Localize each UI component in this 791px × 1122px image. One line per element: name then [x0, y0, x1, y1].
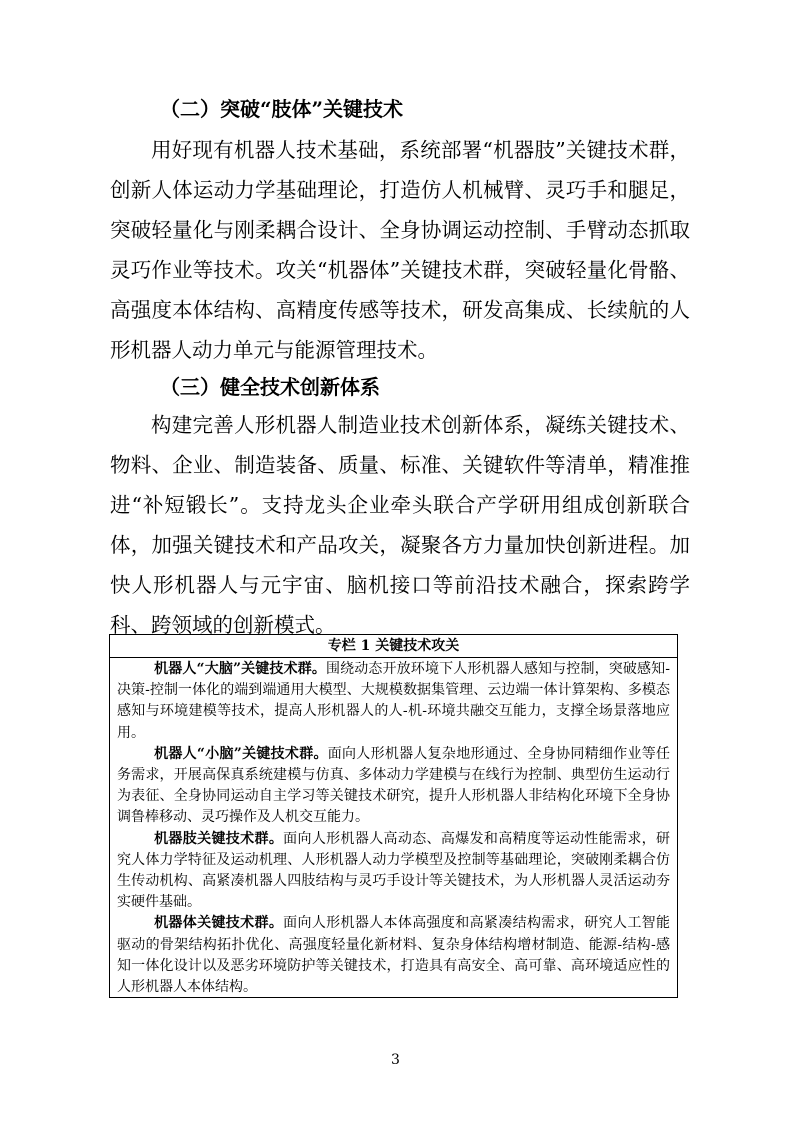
page-number: 3 [391, 1052, 400, 1068]
box-item-brain [117, 659, 670, 744]
section-paragraph-limbs: 用好现有机器人技术基础，系统部署“机器肢”关键技术群，创新人体运动力学基础理论，打造仿人机械臂、灵巧手和腿足，突破轻量化与刚柔耦合设计、全身协调运动控制、手臂动态抓取灵巧作业等技术。攻关“机器体”关键技术群，突破轻量化骨骼、高强度本体结构、高精度传感等技术，研发高集成、长续航的人形机器人动力单元与能源管理技术。 [110, 138, 690, 362]
box-item-text: 面向人形机器人复杂地形通过、全身协同精细作业等任务需求，开展高保真系统建模与仿真、多体动力学建模与在线行为控制、典型仿生运动行为表征、全身协同运动自主学习等关键技术研究，提升人形机器人非结构化环境下全身协调鲁棒移动、灵巧操作及人机交互能力。 [117, 745, 671, 826]
box-item-lead: 机器体关键技术群。 [154, 915, 284, 932]
section-paragraph-innovation-system: 构建完善人形机器人制造业技术创新体系，凝练关键技术、物料、企业、制造装备、质量、标准、关键软件等清单，精准推进“补短锻长”。支持龙头企业牵头联合产学研用组成创新联合体，加强关键技术和产品攻关，凝聚各方力量加快创新进程。加快人形机器人与元宇宙、脑机接口等前沿技术融合，探索跨学科、跨领域的创新模式。 [110, 413, 690, 637]
box-title: 专栏 1 关键技术攻关 [110, 635, 677, 658]
box-item-lead: 机器人“大脑”关键技术群。 [154, 661, 326, 677]
box-item-limbs [117, 829, 670, 914]
key-technology-box [109, 634, 678, 998]
box-item-body [117, 913, 670, 998]
box-item-text: 围绕动态开放环境下人形机器人感知与控制，突破感知-决策-控制一体化的端到端通用大模型、大规模数据集管理、云边端一体计算架构、多模态感知与环境建模等技术，提高人形机器人的人-机-环境共融交互能力，支撑全场景落地应用。 [117, 661, 670, 741]
box-item-lead: 机器肢关键技术群。 [154, 830, 284, 847]
section-heading-innovation-system: （三）健全技术创新体系 [160, 375, 380, 399]
section-heading-limbs: （二）突破“肢体”关键技术 [160, 97, 404, 121]
box-item-text: 面向人形机器人高动态、高爆发和高精度等运动性能需求，研究人体力学特征及运动机理、人形机器人动力学模型及控制等基础理论，突破刚柔耦合仿生传动机构、高紧凑机器人四肢结构与灵巧手设计等关键技术，为人形机器人灵活运动夯实硬件基础。 [117, 830, 670, 911]
box-item-text: 面向人形机器人本体高强度和高紧凑结构需求，研究人工智能驱动的骨架结构拓扑优化、高强度轻量化新材料、复杂身体结构增材制造、能源-结构-感知一体化设计以及恶劣环境防护等关键技术，打造具有高安全、高可靠、高环境适应性的人形机器人本体结构。 [117, 915, 670, 996]
box-item-cerebellum [117, 744, 670, 829]
box-body [110, 658, 677, 998]
box-item-lead: 机器人“小脑”关键技术群。 [154, 745, 328, 762]
